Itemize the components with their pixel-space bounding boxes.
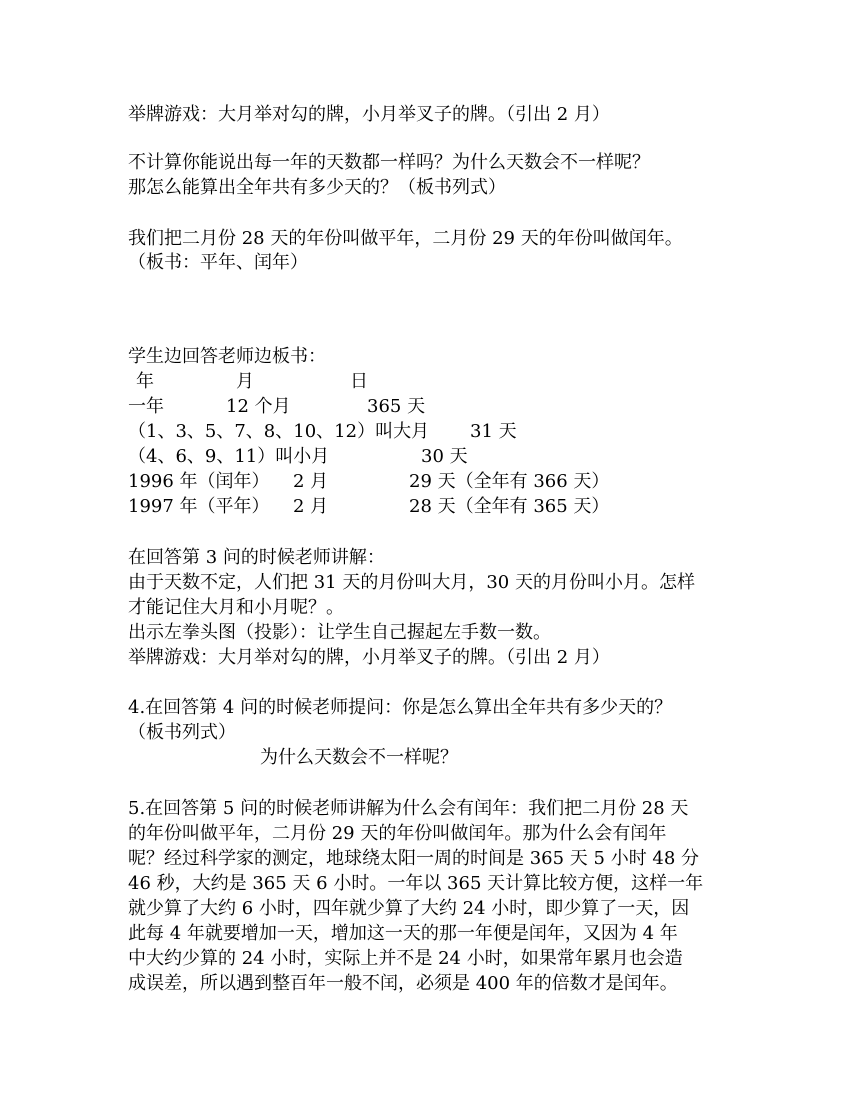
paragraph-leap-explain: 中大约少算的 24 小时，实际上并不是 24 小时，如果常年累月也会造 (128, 948, 683, 969)
paragraph-question-2: 那怎么能算出全年共有多少天的？（板书列式） (128, 177, 506, 198)
paragraph-leap-explain: 此每 4 年就要增加一天，增加这一天的那一年便是闰年，又因为 4 年 (128, 923, 678, 944)
paragraph-question: 不计算你能说出每一年的天数都一样吗？为什么天数会不一样呢？ (128, 152, 650, 173)
paragraph-q4-board: （板书列式） (128, 722, 236, 743)
paragraph-leap-explain: 的年份叫做平年，二月份 29 天的年份叫做闰年。那为什么会有闰年 (128, 823, 667, 844)
board-cell: 365 天 (367, 396, 426, 417)
paragraph-q3-body-2: 才能记住大月和小月呢？。 (128, 597, 344, 618)
paragraph-leap-explain: 成误差，所以遇到整百年一般不闰，必须是 400 年的倍数才是闰年。 (128, 973, 678, 994)
board-cell: 1996 年（闰年） (128, 471, 270, 492)
paragraph-q3-intro: 在回答第 3 问的时候老师讲解： (128, 547, 385, 568)
board-cell: 29 天（全年有 366 天） (409, 471, 610, 492)
paragraph-card-game-2: 举牌游戏：大月举对勾的牌，小月举叉子的牌。（引出 2 月） (128, 647, 610, 668)
paragraph-leap-explain: 呢？经过科学家的测定，地球绕太阳一周的时间是 365 天 5 小时 48 分 (128, 848, 700, 869)
board-cell: 12 个月 (226, 396, 291, 417)
paragraph-q4: 4.在回答第 4 问的时候老师提问：你是怎么算出全年共有多少天的？ (128, 697, 673, 718)
board-cell: 1997 年（平年） (128, 496, 270, 517)
board-cell: （4、6、9、11）叫小月 (128, 446, 330, 467)
paragraph-leap-explain: 46 秒，大约是 365 天 6 小时。一年以 365 天计算比较方便，这样一年 (128, 873, 704, 894)
board-header-month: 月 (236, 371, 254, 392)
board-cell: 28 天（全年有 365 天） (409, 496, 610, 517)
board-intro: 学生边回答老师边板书： (128, 346, 326, 367)
paragraph-leap-explain: 5.在回答第 5 问的时候老师讲解为什么会有闰年：我们把二月份 28 天 (128, 798, 689, 819)
paragraph-leap-explain: 就少算了大约 6 小时，四年就少算了大约 24 小时，即少算了一天，因 (128, 898, 690, 919)
paragraph-fist-demo: 出示左拳头图（投影）：让学生自己握起左手数一数。 (128, 622, 551, 643)
board-cell: 30 天 (421, 446, 468, 467)
board-header-year: 年 (136, 371, 154, 392)
board-cell: 2 月 (293, 471, 329, 492)
paragraph-leap-definition: 我们把二月份 28 天的年份叫做平年，二月份 29 天的年份叫做闰年。 (128, 228, 683, 249)
paragraph-q3-body: 由于天数不定，人们把 31 天的月份叫大月，30 天的月份叫小月。怎样 (128, 572, 695, 593)
paragraph-card-game: 举牌游戏：大月举对勾的牌，小月举叉子的牌。（引出 2 月） (128, 104, 610, 125)
board-header-day: 日 (350, 371, 368, 392)
board-cell: 31 天 (470, 421, 517, 442)
paragraph-board-note: （板书：平年、闰年） (128, 252, 308, 273)
board-cell: （1、3、5、7、8、10、12）叫大月 (128, 421, 430, 442)
paragraph-q4-why: 为什么天数会不一样呢？ (260, 747, 458, 768)
board-cell: 一年 (128, 396, 164, 417)
board-cell: 2 月 (293, 496, 329, 517)
